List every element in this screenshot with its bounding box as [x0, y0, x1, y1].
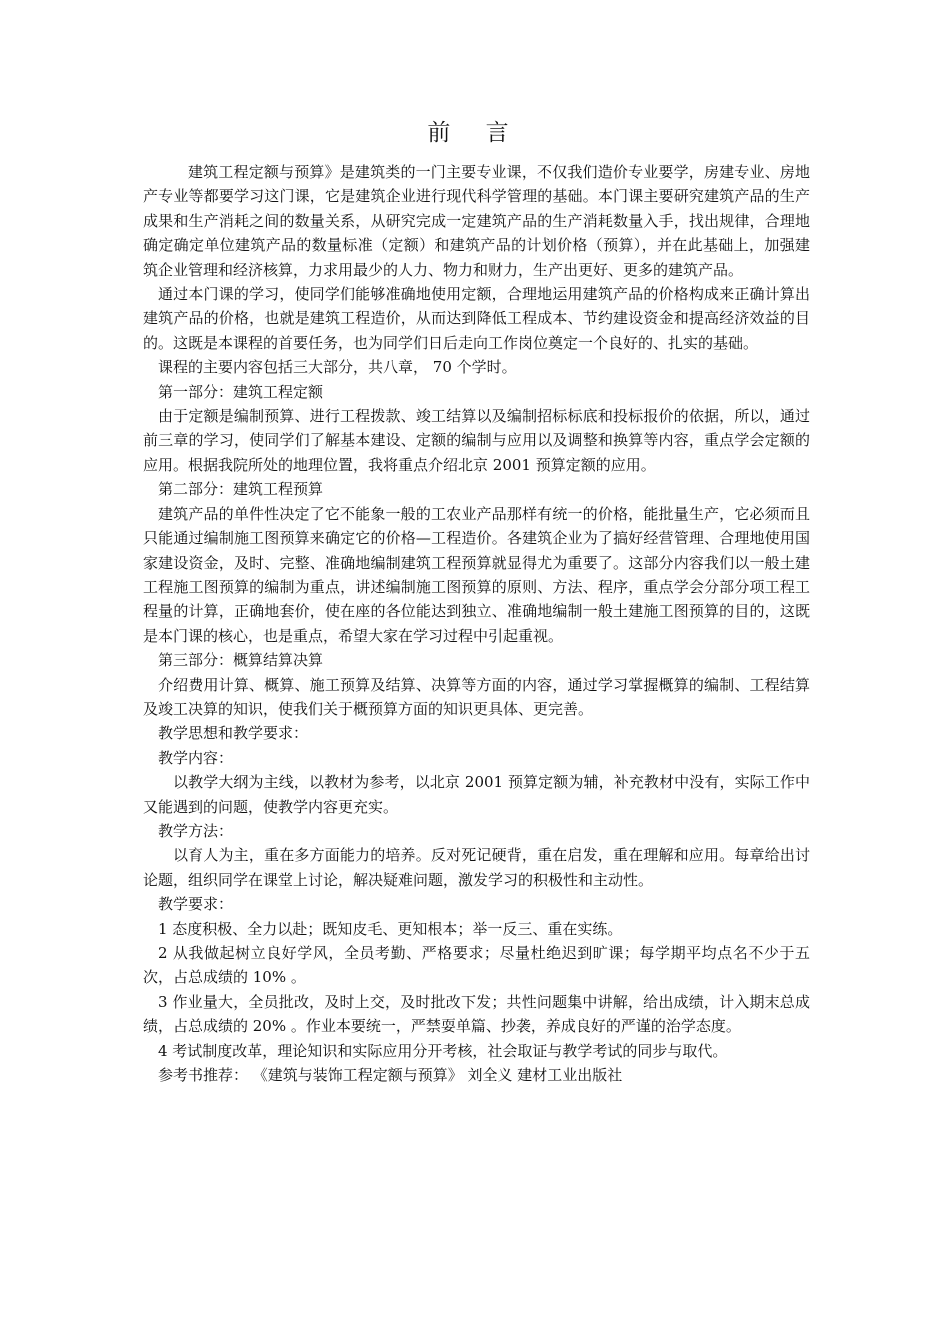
paragraph-purpose: 通过本门课的学习，使同学们能够准确地使用定额，合理地运用建筑产品的价格构成来正确计算出建筑产品的价格，也就是建筑工程造价，从而达到降低工程成本、节约建设资金和提高经济效益的目的。这既是本课程的首要任务，也为同学们日后走向工作岗位奠定一个良好的、扎实的基础。 — [143, 285, 810, 352]
paragraph-teaching-content: 以教学大纲为主线，以教材为参考，以北京 2001 预算定额为辅，补充教材中没有，实际工作中又能遇到的问题，使教学内容更充实。 — [143, 773, 810, 816]
paragraph-content-overview: 课程的主要内容包括三大部分，共八章， 70 个学时。 — [158, 358, 517, 377]
subheading-teaching-content: 教学内容： — [158, 748, 234, 767]
section-heading-teaching: 教学思想和教学要求： — [158, 724, 309, 743]
requirement-item-2: 2 从我做起树立良好学风，全员考勤、严格要求；尽量杜绝迟到旷课；每学期平均点名不少于五次，占总成绩的 10% 。 — [143, 944, 810, 987]
subheading-teaching-requirements: 教学要求： — [158, 895, 234, 914]
paragraph-teaching-method: 以育人为主，重在多方面能力的培养。反对死记硬背，重在启发，重在理解和应用。每章给出讨论题，组织同学在课堂上讨论，解决疑难问题，激发学习的积极性和主动性。 — [143, 846, 810, 889]
requirement-item-3: 3 作业量大，全员批改，及时上交，及时批改下发；共性问题集中讲解，给出成绩，计入期末总成绩，占总成绩的 20% 。作业本要统一，严禁耍单篇、抄袭，养成良好的严谨的治学态度。 — [143, 992, 810, 1036]
requirement-item-4: 4 考试制度改革，理论知识和实际应用分开考核，社会取证与教学考试的同步与取代。 — [158, 1041, 728, 1060]
reference-book: 参考书推荐： 《建筑与装饰工程定额与预算》 刘全义 建材工业出版社 — [158, 1066, 623, 1085]
paragraph-intro: 建筑工程定额与预算》是建筑类的一门主要专业课，不仅我们造价专业要学，房建专业、房地产专业等都要学习这门课，它是建筑企业进行现代科学管理的基础。本门课主要研究建筑产品的生产成果和生产消耗之间的数量关系，从研究完成一定建筑产品的生产消耗数量入手，找出规律，合理地确定确定单位建筑产品的数量标准（定额）和建筑产品的计划价格（预算），并在此基础上，加强建筑企业管理和经济核算，力求用最少的人力、物力和财力，生产出更好、更多的建筑产品。 — [143, 163, 810, 279]
section-heading-part-one: 第一部分：建筑工程定额 — [158, 382, 324, 401]
section-heading-part-two: 第二部分：建筑工程预算 — [158, 480, 324, 499]
paragraph-part-one: 由于定额是编制预算、进行工程拨款、竣工结算以及编制招标标底和投标报价的依据，所以，通过前三章的学习，使同学们了解基本建设、定额的编制与应用以及调整和换算等内容，重点学会定额的应用。根据我院所处的地理位置，我将重点介绍北京 2001 预算定额的应用。 — [143, 407, 810, 474]
page-title: 前 言 — [427, 120, 523, 146]
section-heading-part-three: 第三部分：概算结算决算 — [158, 651, 324, 670]
paragraph-part-two: 建筑产品的单件性决定了它不能象一般的工农业产品那样有统一的价格，能批量生产，它必须而且只能通过编制施工图预算来确定它的价格—工程造价。各建筑企业为了搞好经营管理、合理地使用国家建设资金，及时、完整、准确地编制建筑工程预算就显得尤为重要了。这部分内容我们以一般土建工程施工图预算的编制为重点，讲述编制施工图预算的原则、方法、程序，重点学会分部分项工程工程量的计算，正确地套价，使在座的各位能达到独立、准确地编制一般土建施工图预算的目的，这既是本门课的核心，也是重点，希望大家在学习过程中引起重视。 — [143, 504, 810, 645]
subheading-teaching-method: 教学方法： — [158, 821, 234, 840]
paragraph-part-three: 介绍费用计算、概算、施工预算及结算、决算等方面的内容，通过学习掌握概算的编制、工程结算及竣工决算的知识，使我们关于概预算方面的知识更具体、更完善。 — [143, 675, 810, 718]
requirement-item-1: 1 态度积极、全力以赴；既知皮毛、更知根本；举一反三、重在实练。 — [158, 919, 623, 938]
document-body — [143, 160, 810, 1087]
